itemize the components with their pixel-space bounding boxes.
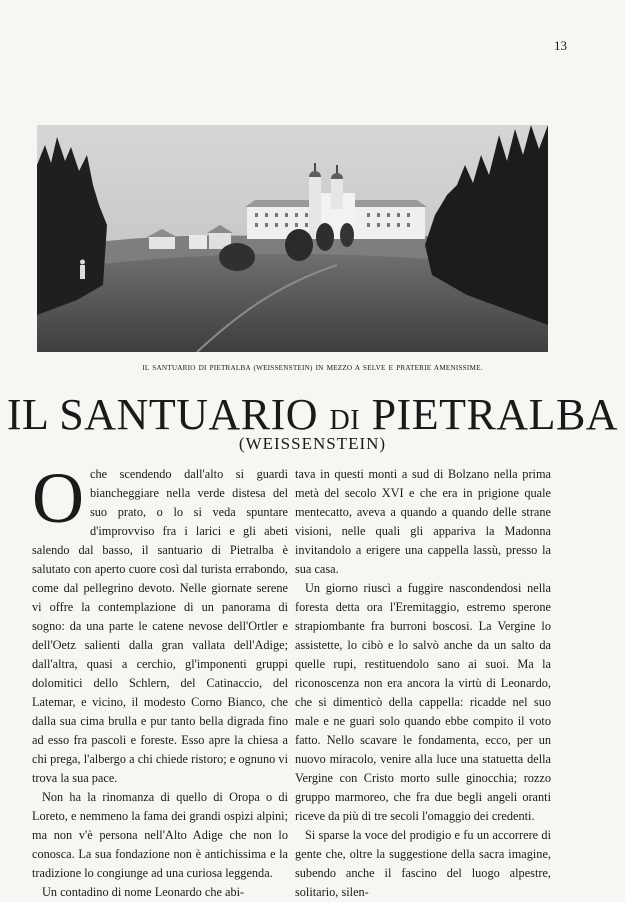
drop-cap: O bbox=[32, 458, 84, 538]
sanctuary-photo bbox=[37, 125, 548, 352]
paragraph bbox=[32, 458, 288, 788]
paragraph: Un giorno riuscì a fuggire nascondendosi nella foresta detta ora l'Eremitaggio, estremo sperone strapiombante fra burroni boscosi. La Vergine lo assistette, lo cibò e lo salvò anche da un salto da quelle rupi, restituendolo sano ai suoi. Ma la riconoscenza non era ancora la virtù di Leonardo, che si dimenticò della cappella: ricadde nel suo male e ne guarì solo quando ebbe compito il voto fatto. Nello scavare le fondamenta, ecco, per un nuovo miracolo, venire alla luce una statuetta della Vergine con Cristo morto sulle ginocchia; rozzo gruppo marmoreo, che fra due begli angeli oranti riceve da più di tre secoli l'omaggio dei credenti. bbox=[295, 581, 551, 823]
page-number: 13 bbox=[554, 38, 567, 53]
article-subtitle: (WEISSENSTEIN) bbox=[238, 434, 387, 453]
paragraph: Si sparse la voce del prodigio e fu un accorrere di gente che, oltre la suggestione della sacra imagine, subendo anche il fascino del luogo alpestre, solitario, silen- bbox=[295, 828, 551, 899]
photo-caption: IL SANTUARIO DI PIETRALBA (WEISSENSTEIN) IN MEZZO A SELVE E PRATERIE AMENISSIME. bbox=[142, 364, 483, 372]
title-part-2: PIETRALBA bbox=[360, 390, 619, 439]
paragraph: Un contadino di nome Leonardo che abi- bbox=[42, 885, 245, 899]
paragraph: tava in questi monti a sud di Bolzano nella prima metà del secolo XVI e che era in prigione quale mentecatto, aveva a quando a quando delle strane visioni, nelle quali gli appariva la Madonna invitandolo a erigere una cappella lassù, presso la sua casa. bbox=[295, 467, 551, 576]
title-small-part: DI bbox=[329, 405, 361, 436]
left-column bbox=[32, 458, 288, 902]
paragraph-text: che scendendo dall'alto si guardi biancheggiare nella verde distesa del suo prato, o lo si veda spuntare d'improvviso fra i larici e gli abeti salendo dal basso, il santuario di Pietralba è salutato con aperto cuore così dal turista errabondo, come dal pellegrino devoto. Nelle giornate serene vi offre la contemplazione di un panorama di sogno: da una parte le catene nevose dell'Ortler e dell'Oetz salienti dalla gran vallata dell'Adige; dall'altra, quasi a cerchio, gl'imponenti gruppi dolomitici dello Schlern, del Catinaccio, del Latemar, e vicino, il modesto Corno Bianco, che dalla sua cima brulla e pur tanto bella digrada fino ad esso fra pascoli e foreste. Esso apre la chiesa a chi prega, l'albergo a chi chiede ristoro; e ognuno vi trova la sua pace. bbox=[32, 467, 288, 785]
title-part-1: IL SANTUARIO bbox=[6, 390, 330, 439]
right-column bbox=[295, 465, 551, 902]
paragraph: Non ha la rinomanza di quello di Oropa o di Loreto, e nemmeno la fama dei grandi ospizi alpini; ma non v'è persona nell'Alto Adige che non lo conosca. La sua fondazione non è antichissima e la tradizione lo congiunge ad una curiosa leggenda. bbox=[32, 790, 288, 880]
